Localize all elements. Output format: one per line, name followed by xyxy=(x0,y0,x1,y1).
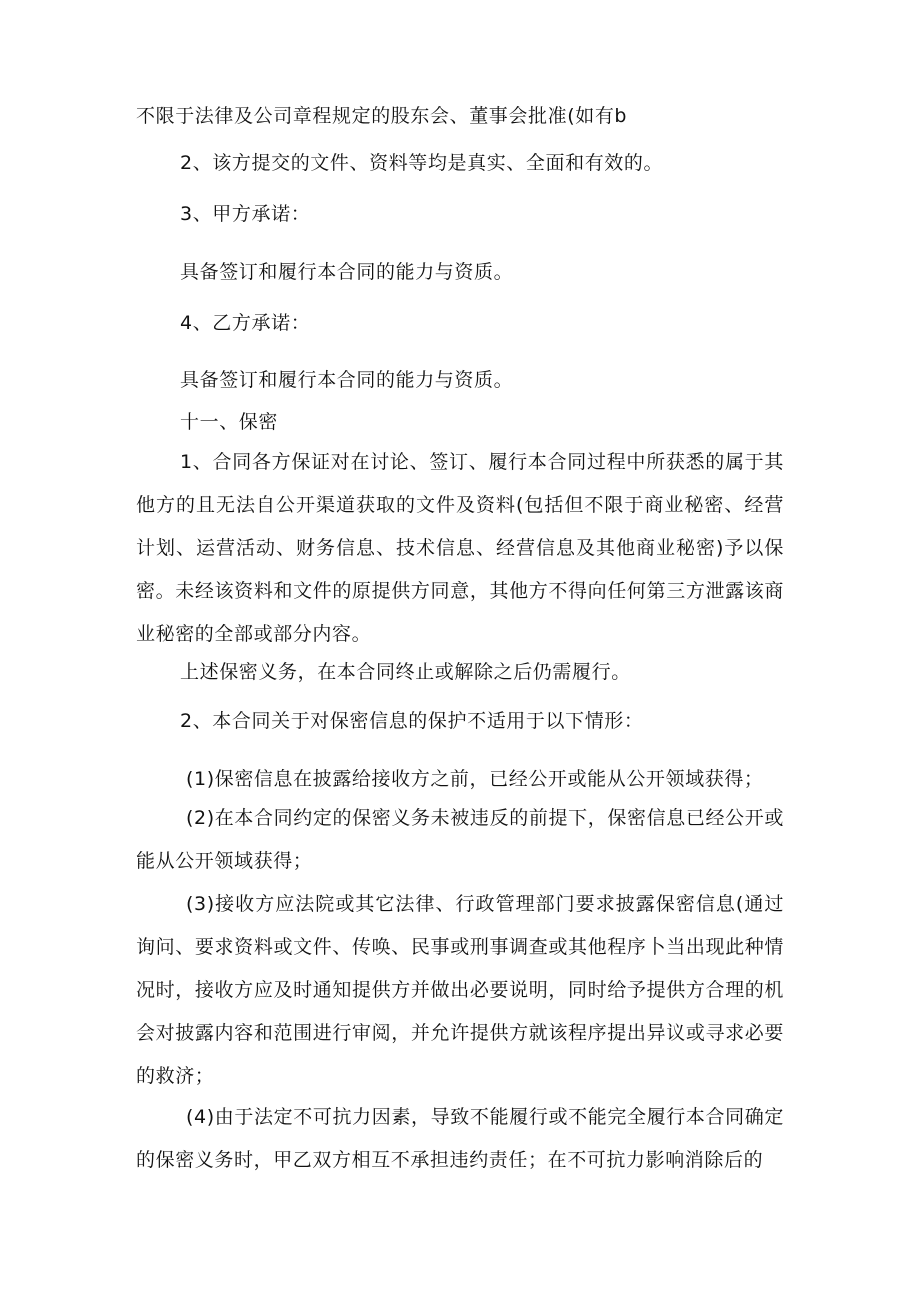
line-party-a-commitment: 3、甲方承诺： xyxy=(180,203,311,225)
confidentiality-clause-1: 1、合同各方保证对在讨论、签订、履行本合同过程中所获悉的属于其他方的且无法自公开渠道获取的文件及资料(包括但不限于商业秘密、经营计划、运营活动、财务信息、技术信息、经营信息及其他商业秘密)予以保密。未经该资料和文件的原提供方同意，其他方不得向任何第三方泄露该商业秘密的全部或部分内容。 xyxy=(136,451,784,645)
exception-2: (2)在本合同约定的保密义务未被违反的前提下，保密信息已经公开或能从公开领域获得； xyxy=(136,807,784,872)
line-party-b-capability: 具备签订和履行本合同的能力与资质。 xyxy=(180,369,514,391)
line-approval: 不限于法律及公司章程规定的股东会、董事会批准(如有b xyxy=(136,105,628,127)
line-clause-2-truthful: 2、该方提交的文件、资料等均是真实、全面和有效的。 xyxy=(180,152,664,174)
exception-3: (3)接收方应法院或其它法律、行政管理部门要求披露保密信息(通过询问、要求资料或文件、传唤、民事或刑事调查或其他程序卜当出现此种情况时，接收方应及时通知提供方并做出必要说明，同时给予提供方合理的机会对披露内容和范围进行审阅，并允许提供方就该程序提出异议或寻求必要的救济； xyxy=(136,893,784,1087)
confidentiality-clause-2-intro: 2、本合同关于对保密信息的保护不适用于以下情形： xyxy=(180,710,644,732)
exception-4: (4)由于法定不可抗力因素，导致不能履行或不能完全履行本合同确定的保密义务时，甲乙双方相互不承担违约责任；在不可抗力影响消除后的 xyxy=(136,1106,784,1171)
line-party-a-capability: 具备签订和履行本合同的能力与资质。 xyxy=(180,261,514,283)
section-heading-confidentiality: 十一、保密 xyxy=(180,411,279,433)
exception-1: (1)保密信息在披露给接收方之前，已经公开或能从公开领域获得； xyxy=(186,768,764,790)
confidentiality-obligation-note: 上述保密义务，在本合同终止或解除之后仍需履行。 xyxy=(180,661,631,683)
line-party-b-commitment: 4、乙方承诺： xyxy=(180,312,311,334)
